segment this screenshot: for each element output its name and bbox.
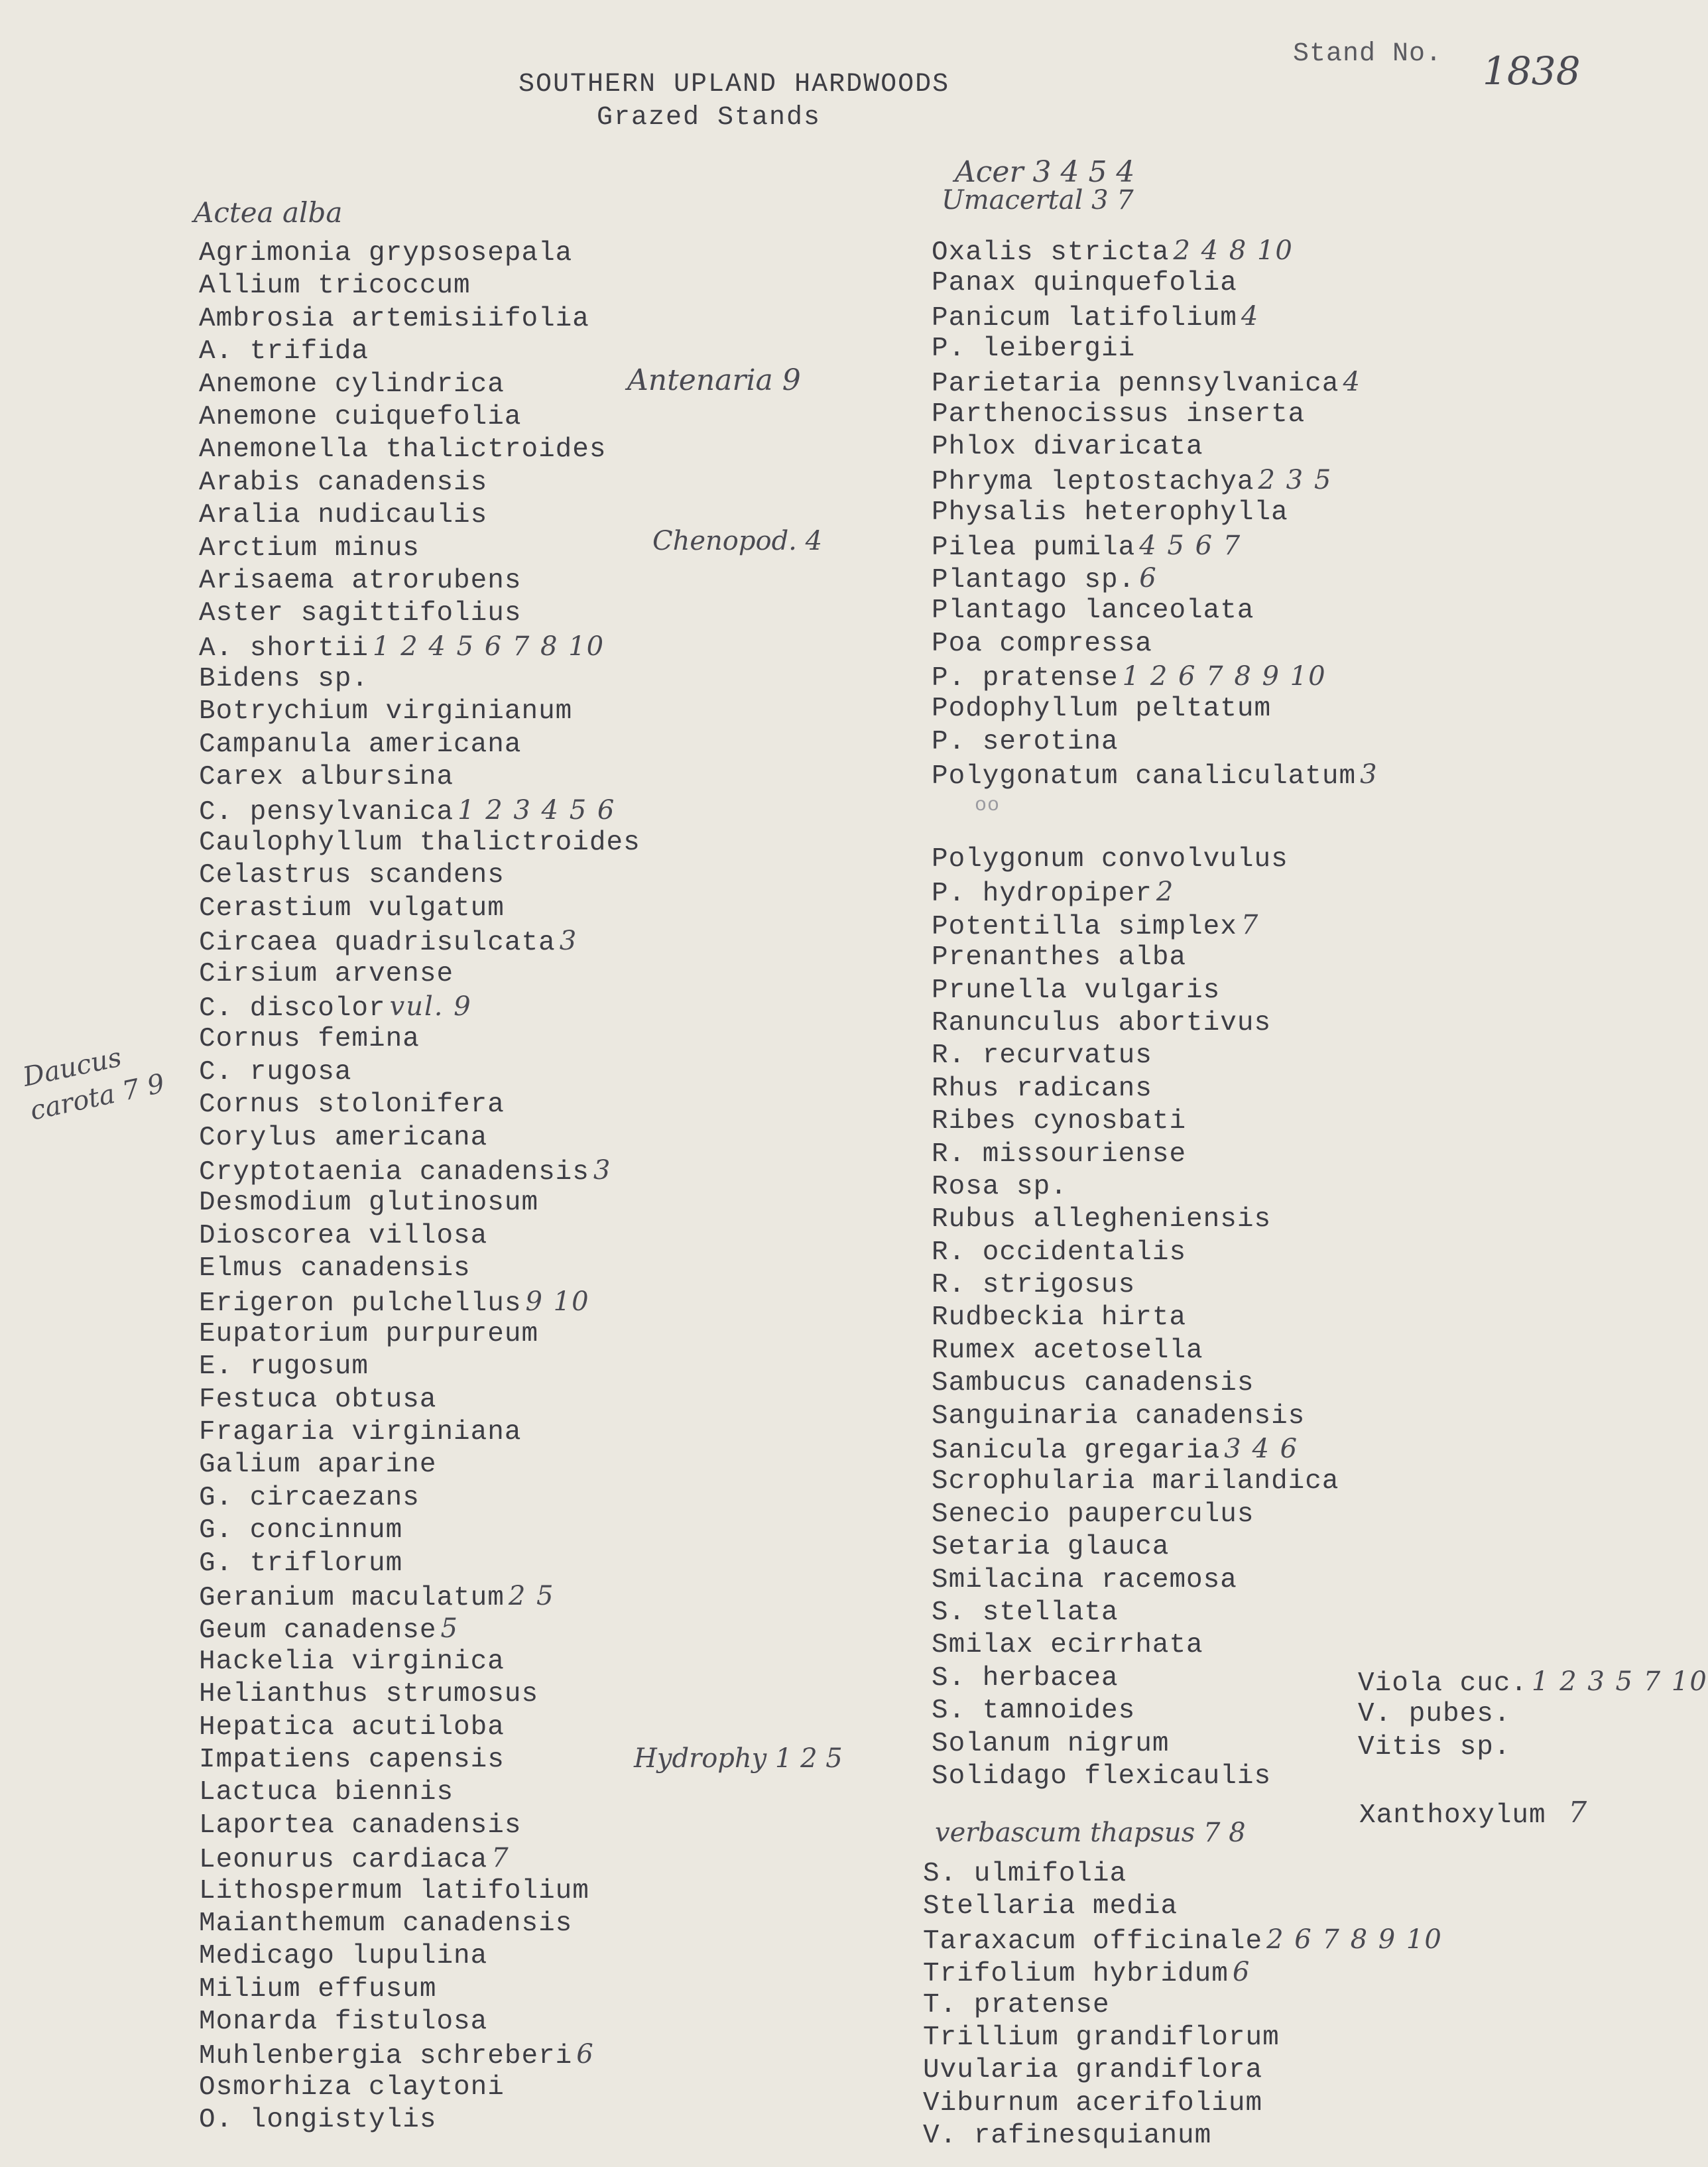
species-item [199, 1089, 640, 1121]
species-name: G. circaezans [199, 1482, 420, 1513]
species-item [199, 1842, 640, 1875]
species-item [932, 562, 1378, 595]
species-item [932, 942, 1339, 974]
species-name: Uvularia grandiflora [923, 2055, 1263, 2086]
note-acer: Acer 3 4 5 4 [955, 155, 1135, 189]
species-item [932, 1040, 1339, 1072]
species-item [199, 1940, 640, 1973]
species-name: Fragaria virginiana [199, 1417, 522, 1448]
note-chenopod: Chenopod. 4 [652, 526, 823, 556]
species-item [932, 1761, 1339, 1793]
note-antennaria: Antenaria 9 [627, 363, 801, 397]
species-name: Monarda fistulosa [199, 2007, 488, 2038]
species-name: Polygonatum canaliculatum [932, 761, 1357, 792]
species-name: P. leibergii [932, 334, 1136, 365]
species-item [199, 1318, 640, 1351]
species-list-right-a [932, 235, 1378, 792]
species-name: Trifolium hybridum [923, 1959, 1229, 1990]
species-name: T. pratense [923, 1989, 1110, 2020]
species-name: Erigeron pulchellus [199, 1288, 522, 1319]
species-name: Caulophyllum thalictroides [199, 828, 640, 859]
species-name: Smilacina racemosa [932, 1564, 1237, 1595]
species-name: G. concinnum [199, 1515, 403, 1546]
species-name: C. rugosa [199, 1056, 352, 1087]
species-name: Muhlenbergia schreberi [199, 2041, 573, 2072]
species-name: V. rafinesquianum [923, 2121, 1212, 2152]
species-item [932, 267, 1378, 300]
species-name: Aralia nudicaulis [199, 500, 488, 531]
species-item [199, 1286, 640, 1318]
species-name: Osmorhiza claytoni [199, 2072, 505, 2103]
species-name: Corylus americana [199, 1122, 488, 1153]
species-name: Setaria glauca [932, 1532, 1170, 1563]
species-name: P. serotina [932, 726, 1119, 757]
note-hydrophy: Hydrophy 1 2 5 [634, 1743, 843, 1774]
species-name: Rhus radicans [932, 1073, 1152, 1104]
species-item [932, 628, 1378, 660]
species-name: G. triflorum [199, 1548, 403, 1579]
species-name: Dioscorea villosa [199, 1220, 488, 1251]
species-item [932, 1499, 1339, 1531]
note-daucus: Daucus carota 7 9 [20, 1042, 168, 1127]
species-name: S. tamnoides [932, 1696, 1136, 1727]
species-item [199, 1023, 640, 1056]
species-item [932, 876, 1339, 908]
species-name: Maianthemum canadensis [199, 1908, 573, 1939]
species-name: Laportea canadensis [199, 1810, 522, 1841]
species-name: Viburnum acerifolium [923, 2087, 1263, 2119]
species-name: Circaea quadrisulcata [199, 928, 556, 959]
species-note: vul. 9 [389, 991, 472, 1022]
species-item [199, 1908, 640, 1940]
species-item [199, 303, 640, 336]
species-name: Oxalis stricta [932, 237, 1170, 268]
species-item [199, 336, 640, 368]
species-item [932, 759, 1378, 791]
species-item [932, 1204, 1339, 1236]
species-item [932, 1139, 1339, 1171]
species-name: Cornus stolonifera [199, 1089, 505, 1121]
species-item [932, 497, 1378, 529]
species-name: R. missouriense [932, 1139, 1187, 1170]
species-item [199, 369, 640, 401]
species-item [932, 975, 1339, 1007]
species-item [199, 532, 640, 565]
species-item [199, 1678, 640, 1711]
species-item [199, 1776, 640, 1809]
species-name: S. ulmifolia [923, 1859, 1127, 1889]
species-item [199, 925, 640, 958]
species-name: Viola cuc. [1358, 1668, 1528, 1699]
species-item [923, 1890, 1443, 1923]
species-item [932, 1400, 1339, 1433]
species-name: Ranunculus abortivus [932, 1007, 1272, 1038]
species-item [199, 1154, 640, 1187]
species-item [923, 1858, 1443, 1890]
species-item [199, 2006, 640, 2038]
species-item [932, 1564, 1339, 1597]
species-item [923, 1989, 1443, 2022]
species-name: E. rugosum [199, 1351, 369, 1383]
species-name: P. pratense [932, 663, 1119, 694]
species-name: S. herbacea [932, 1662, 1119, 1694]
species-note: 1 2 3 4 5 6 [457, 794, 616, 826]
species-item [199, 1613, 640, 1645]
species-name: Elmus canadensis [199, 1253, 471, 1284]
species-item [199, 1711, 640, 1744]
species-note: 9 10 [525, 1286, 590, 1317]
species-item [923, 2054, 1443, 2087]
species-item [199, 827, 640, 859]
species-item [199, 2072, 640, 2104]
species-item [932, 1662, 1339, 1695]
species-item [199, 696, 640, 728]
species-item [932, 843, 1339, 876]
species-name: Panax quinquefolia [932, 268, 1237, 299]
species-name: Hepatica acutiloba [199, 1711, 505, 1743]
species-name: Arabis canadensis [199, 467, 488, 498]
species-item [199, 1056, 640, 1089]
species-item [199, 1187, 640, 1219]
species-list-far-right [1358, 1666, 1708, 1764]
species-list-right-b [932, 843, 1339, 1793]
species-name: Physalis heterophylla [932, 497, 1288, 528]
species-name: Solanum nigrum [932, 1728, 1170, 1759]
species-item [932, 1695, 1339, 1727]
species-item [199, 859, 640, 892]
species-item [199, 893, 640, 925]
species-item [932, 333, 1378, 365]
species-note: 3 4 6 [1224, 1434, 1299, 1465]
species-note: 1 2 4 5 6 7 8 10 [373, 631, 605, 662]
species-item [932, 660, 1378, 693]
species-item [932, 1007, 1339, 1040]
species-name: Carex albursina [199, 762, 454, 793]
species-name: Cerastium vulgatum [199, 893, 505, 924]
species-item [1358, 1731, 1708, 1764]
species-item [199, 1744, 640, 1776]
species-item [932, 595, 1378, 627]
species-item [932, 235, 1378, 267]
species-note: 4 5 6 7 [1139, 530, 1242, 561]
species-name: Sambucus canadensis [932, 1368, 1254, 1399]
species-name: Prunella vulgaris [932, 975, 1221, 1006]
species-note: 6 [1139, 562, 1158, 593]
species-item [199, 729, 640, 761]
species-name: Xanthoxylum [1359, 1800, 1546, 1831]
species-item [923, 1956, 1443, 1989]
species-item [199, 1351, 640, 1383]
species-name: Solidago flexicaulis [932, 1761, 1272, 1792]
species-item [932, 1269, 1339, 1302]
species-item [199, 631, 640, 663]
species-name: Ambrosia artemisiifolia [199, 303, 589, 334]
species-name: Eupatorium purpureum [199, 1318, 539, 1349]
species-item [932, 1105, 1339, 1138]
species-xanthoxylum [1359, 1798, 1587, 1829]
species-name: Festuca obtusa [199, 1384, 437, 1415]
species-name: A. trifida [199, 336, 369, 367]
species-name: Sanguinaria canadensis [932, 1400, 1306, 1432]
species-name: Sanicula gregaria [932, 1436, 1221, 1467]
species-name: Galium aparine [199, 1450, 437, 1481]
species-name: Milium effusum [199, 1973, 437, 2005]
species-name: Stellaria media [923, 1891, 1178, 1922]
species-item [932, 1531, 1339, 1564]
species-name: Rudbeckia hirta [932, 1302, 1187, 1333]
species-name: Allium tricoccum [199, 271, 471, 302]
species-note: 1 2 6 7 8 9 10 [1122, 661, 1327, 692]
species-note: 4 [1241, 300, 1260, 332]
species-item [932, 1433, 1339, 1465]
species-name: Vitis sp. [1358, 1731, 1511, 1763]
species-item [199, 1384, 640, 1416]
species-item [923, 2087, 1443, 2120]
species-name: Rubus allegheniensis [932, 1204, 1272, 1235]
stray-mark: oo [975, 794, 1001, 817]
species-item [932, 530, 1378, 562]
species-note: 3 [593, 1154, 612, 1186]
species-name: Cirsium arvense [199, 958, 454, 989]
species-name: Plantago lanceolata [932, 595, 1254, 627]
species-name: C. discolor [199, 993, 386, 1024]
species-name: Pilea pumila [932, 532, 1136, 563]
species-name: R. strigosus [932, 1270, 1136, 1301]
species-note: 7 [1568, 1796, 1588, 1829]
species-item [932, 300, 1378, 333]
species-name: R. recurvatus [932, 1040, 1152, 1072]
species-name: Rosa sp. [932, 1171, 1068, 1202]
species-note: 3 [559, 926, 578, 957]
species-note: 4 [1343, 366, 1361, 397]
species-note: 7 [1241, 909, 1260, 940]
species-name: Phlox divaricata [932, 432, 1203, 463]
species-item [199, 597, 640, 630]
species-name: Potentilla simplex [932, 911, 1237, 942]
species-name: C. pensylvanica [199, 796, 454, 828]
species-name: Cryptotaenia canadensis [199, 1156, 589, 1188]
species-name: Desmodium glutinosum [199, 1188, 539, 1219]
species-item [199, 1973, 640, 2006]
species-item [199, 1548, 640, 1580]
species-item [199, 1122, 640, 1154]
species-item [199, 434, 640, 466]
note-umacertal: Umacertal 3 7 [942, 185, 1134, 216]
species-name: Polygonum convolvulus [932, 844, 1288, 875]
species-item [199, 1515, 640, 1547]
species-item [1358, 1666, 1708, 1698]
species-name: Geum canadense [199, 1615, 437, 1646]
stand-number: 1838 [1483, 48, 1581, 93]
species-item [932, 1728, 1339, 1761]
species-item [199, 663, 640, 696]
species-name: Botrychium virginianum [199, 696, 573, 727]
species-name: Aster sagittifolius [199, 598, 522, 629]
species-item [199, 2038, 640, 2071]
species-item [1358, 1698, 1708, 1731]
species-name: A. shortii [199, 633, 369, 664]
species-name: Hackelia virginica [199, 1646, 505, 1677]
species-name: Parthenocissus inserta [932, 399, 1306, 430]
species-note: 2 4 8 10 [1173, 235, 1294, 266]
species-name: Ribes cynosbati [932, 1106, 1187, 1137]
species-name: V. pubes. [1358, 1699, 1511, 1730]
species-item [932, 693, 1378, 725]
species-name: Prenanthes alba [932, 942, 1187, 973]
species-name: Cornus femina [199, 1024, 420, 1055]
species-item [199, 761, 640, 794]
species-item [199, 2104, 640, 2136]
species-item [199, 1220, 640, 1253]
species-name: R. occidentalis [932, 1237, 1187, 1268]
species-name: Lactuca biennis [199, 1777, 454, 1808]
species-item [923, 2120, 1443, 2152]
species-name: Campanula americana [199, 729, 522, 760]
species-item [932, 909, 1339, 942]
species-item [199, 1646, 640, 1678]
species-name: Geranium maculatum [199, 1583, 505, 1614]
species-name: S. stellata [932, 1597, 1119, 1628]
page-subtitle: Grazed Stands [597, 103, 822, 133]
species-item [199, 958, 640, 991]
species-note: 2 6 7 8 9 10 [1266, 1924, 1443, 1955]
species-note: 7 [491, 1843, 510, 1874]
species-name: Medicago lupulina [199, 1941, 488, 1972]
species-item [199, 794, 640, 827]
species-item [932, 366, 1378, 399]
note-actea-alba: Actea alba [194, 196, 343, 229]
page-title: SOUTHERN UPLAND HARDWOODS [518, 70, 950, 99]
species-name: Plantago sp. [932, 564, 1136, 595]
species-note: 2 [1156, 877, 1175, 908]
species-item [932, 1465, 1339, 1498]
species-item [932, 1171, 1339, 1204]
species-name: Panicum latifolium [932, 302, 1237, 334]
species-item [932, 726, 1378, 759]
species-name: Leonurus cardiaca [199, 1845, 488, 1876]
stand-label: Stand No. [1293, 39, 1443, 69]
species-item [932, 399, 1378, 431]
species-item [199, 237, 640, 270]
species-name: O. longistylis [199, 2105, 437, 2136]
species-item [199, 1875, 640, 1908]
species-item [199, 1810, 640, 1842]
species-item [199, 1449, 640, 1481]
species-name: Parietaria pennsylvanica [932, 368, 1339, 399]
species-name: Anemone cuiquefolia [199, 401, 522, 432]
species-note: 2 3 5 [1258, 464, 1333, 495]
species-name: Agrimonia grypsosepala [199, 238, 573, 269]
species-name: Lithospermum latifolium [199, 1875, 589, 1906]
species-item [199, 991, 640, 1023]
species-note: 6 [1232, 1957, 1251, 1988]
species-item [199, 401, 640, 434]
species-name: Impatiens capensis [199, 1744, 505, 1775]
species-item [923, 1924, 1443, 1956]
species-item [932, 431, 1378, 464]
species-list-right-c [923, 1858, 1443, 2153]
species-item [199, 1253, 640, 1285]
species-item [932, 464, 1378, 497]
species-note: 2 5 [508, 1581, 555, 1612]
species-name: Podophyllum peltatum [932, 694, 1272, 725]
species-name: Poa compressa [932, 628, 1152, 659]
species-list-left [199, 237, 640, 2137]
species-name: Bidens sp. [199, 664, 369, 695]
species-name: Scrophularia marilandica [932, 1466, 1339, 1497]
species-item [932, 1597, 1339, 1629]
species-name: Trillium grandiflorum [923, 2022, 1280, 2053]
species-name: P. hydropiper [932, 879, 1152, 910]
species-item [199, 467, 640, 499]
species-note: 5 [440, 1613, 459, 1644]
species-item [199, 565, 640, 597]
species-note: 1 2 3 5 7 10 [1532, 1666, 1708, 1697]
species-name: Smilax ecirrhata [932, 1630, 1203, 1661]
species-name: Arisaema atrorubens [199, 565, 522, 596]
species-item [932, 1237, 1339, 1269]
species-name: Arctium minus [199, 532, 420, 564]
species-item [932, 1073, 1339, 1105]
species-note: 3 [1360, 759, 1378, 790]
species-item [932, 1302, 1339, 1334]
species-item [932, 1335, 1339, 1367]
species-name: Taraxacum officinale [923, 1926, 1263, 1957]
note-verbascum: verbascum thapsus 7 8 [935, 1818, 1246, 1848]
species-name: Celastrus scandens [199, 860, 505, 891]
species-item [199, 270, 640, 302]
species-note: 6 [576, 2039, 595, 2070]
species-name: Rumex acetosella [932, 1335, 1203, 1366]
species-item [932, 1629, 1339, 1662]
species-item [932, 1367, 1339, 1400]
species-item [199, 1580, 640, 1613]
species-name: Anemone cylindrica [199, 369, 505, 400]
species-item [199, 1482, 640, 1515]
species-name: Phryma leptostachya [932, 466, 1254, 497]
species-item [923, 2022, 1443, 2054]
species-item [199, 499, 640, 532]
species-name: Senecio pauperculus [932, 1499, 1254, 1530]
species-name: Helianthus strumosus [199, 1679, 539, 1710]
species-name: Anemonella thalictroides [199, 434, 607, 465]
species-item [199, 1416, 640, 1449]
